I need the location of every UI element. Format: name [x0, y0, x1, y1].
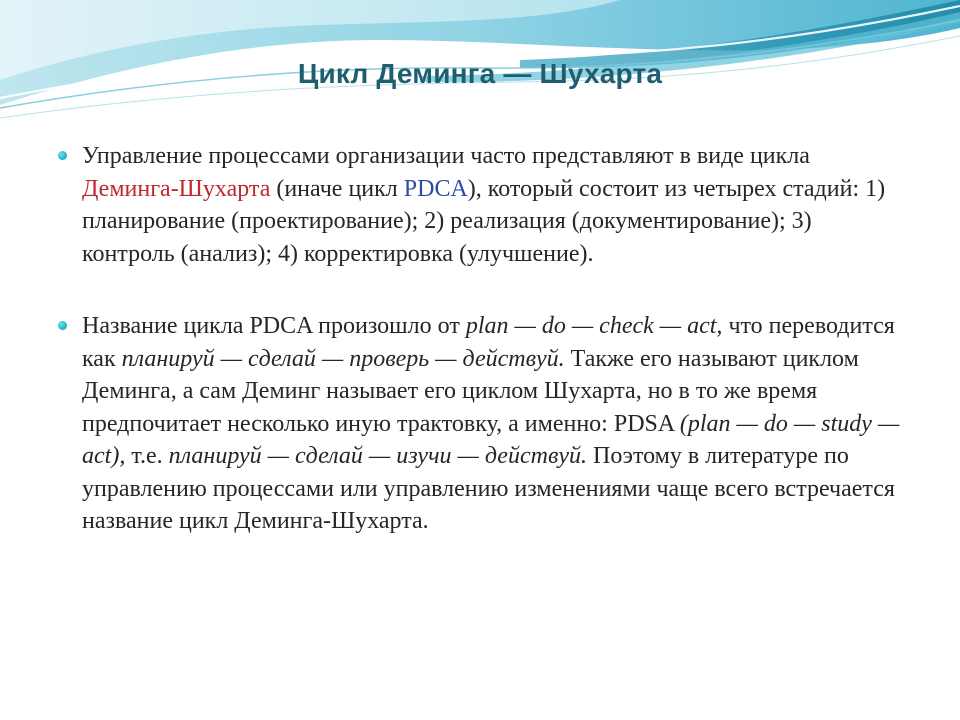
term-deming-shewhart: Деминга-Шухарта: [82, 175, 271, 202]
p2-text-4: т.е.: [125, 443, 169, 469]
p1-text-1: Управление процессами организации часто представляют в виде цикла: [82, 143, 810, 169]
slide-body: [56, 140, 906, 538]
p2-english-pdca: plan — do — check — act,: [465, 313, 723, 339]
p2-text-1: Название цикла PDCA произошло от: [82, 313, 466, 339]
p2-text-5: Поэтому в литературе по управлению процессами или управлению изменениями чаще всего встречается название цикл Деминга-Шухарта.: [82, 443, 895, 534]
bullet-dot-icon: [58, 151, 67, 160]
bullet-paragraph-2: [56, 310, 906, 538]
p2-russian-pdca: планируй — сделай — проверь — действуй.: [121, 345, 565, 372]
bullet-dot-icon: [58, 321, 67, 330]
p2-russian-pdsa: планируй — сделай — изучи — действуй.: [168, 443, 588, 469]
p2-text-2: что переводится как: [82, 313, 895, 372]
p1-text-3: ), который состоит из четырех стадий: 1) планирование (проектирование); 2) реализация (документирование); 3) контроль (анализ); 4) корректировка (улучшение).: [82, 175, 886, 267]
slide-title: Цикл Деминга — Шухарта: [297, 58, 663, 89]
p2-english-pdsa: (plan — do — study — act),: [82, 410, 900, 469]
p2-text-3: Также его называют циклом Деминга, а сам Деминг называет его циклом Шухарта, но в то же время предпочитает несколько иную трактовку, а именно: PDSA: [82, 345, 859, 437]
bullet-paragraph-1: [56, 140, 906, 270]
p1-text-2: (иначе цикл: [270, 175, 404, 202]
term-pdca: PDCA: [403, 175, 468, 202]
